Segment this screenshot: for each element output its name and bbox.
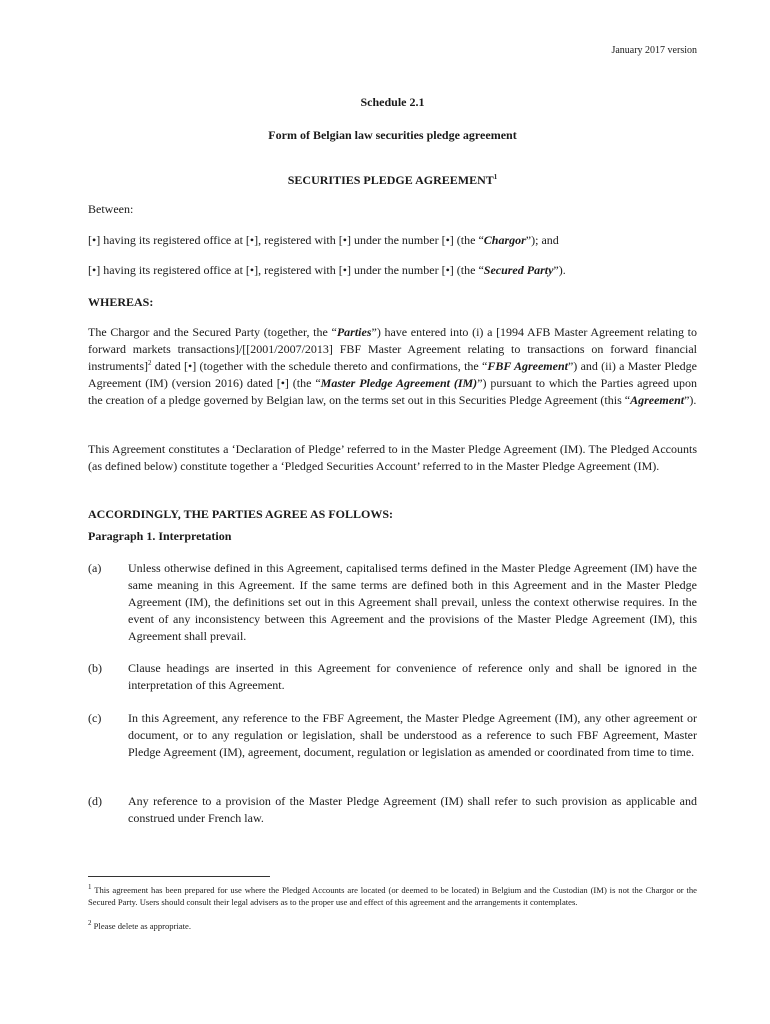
footnote-2 bbox=[88, 920, 697, 932]
recital-text-1: The Chargor and the Secured Party (together, the “ bbox=[88, 325, 337, 339]
party-2-term: Secured Party bbox=[483, 263, 554, 277]
agreement-title-text: SECURITIES PLEDGE AGREEMENT bbox=[287, 173, 494, 187]
clause-label: (d) bbox=[88, 794, 102, 808]
party-1-post: ”); and bbox=[525, 233, 559, 247]
recital-text-4: ”) and (ii) a Master Pledge Agreement (IM) (version 2016) dated [•] (the “ bbox=[88, 359, 697, 390]
clause-label: (a) bbox=[88, 561, 102, 575]
footnote-number: 2 bbox=[88, 919, 92, 928]
recital-term-mpa: Master Pledge Agreement (IM) bbox=[320, 376, 478, 390]
party-1 bbox=[88, 232, 697, 249]
footnote-divider bbox=[88, 876, 270, 877]
whereas-heading: WHEREAS: bbox=[88, 295, 154, 309]
clause-label: (c) bbox=[88, 711, 102, 725]
recital-text-3: dated [•] (together with the schedule thereto and confirmations, the “ bbox=[151, 359, 488, 373]
version-label: January 2017 version bbox=[611, 45, 697, 56]
party-2 bbox=[88, 262, 697, 279]
party-1-text: [•] having its registered office at [•], registered with [•] under the number [•] (the “ bbox=[88, 233, 484, 247]
party-1-term: Chargor bbox=[483, 233, 526, 247]
recital-paragraph bbox=[88, 324, 697, 409]
footnote-ref-1: 1 bbox=[493, 173, 498, 181]
declaration-paragraph: This Agreement constitutes a ‘Declaration of Pledge’ referred to in the Master Pledge Agreement (IM). The Pledged Accounts (as defined below) constitute together a ‘Pledged Securities Account’ referred to in the Master Pledge Agreement (IM). bbox=[88, 442, 697, 473]
clause-text: In this Agreement, any reference to the FBF Agreement, the Master Pledge Agreement (IM), any other agreement or document, or to any regulation or legislation, shall be understood as a reference to such FBF Agreement, Master Pledge Agreement (IM), agreement, document, regulation or legislation as amended or coordinated from time to time. bbox=[128, 711, 697, 759]
schedule-title: Schedule 2.1 bbox=[360, 95, 425, 109]
party-2-text: [•] having its registered office at [•], registered with [•] under the number [•] (the “ bbox=[88, 263, 484, 277]
footnote-text: This agreement has been prepared for use where the Pledged Accounts are located (or deemed to be located) in Belgium and the Custodian (IM) is not the Chargor or the Secured Party. Users should consult their legal advisers as to the proper use and effect of this agreement and the arrangements it contemplates. bbox=[88, 885, 697, 907]
recital-text-2: ”) have entered into (i) a [1994 AFB Master Agreement relating to forward markets transactions]/[[2001/2007/2013] FBF Master Agreement relating to transactions on forward financial instruments] bbox=[88, 325, 697, 373]
clause-text: Clause headings are inserted in this Agreement for convenience of reference only and shall be ignored in the interpretation of this Agreement. bbox=[128, 661, 697, 692]
agreement-title bbox=[88, 173, 697, 188]
footnote-ref-2: 2 bbox=[148, 359, 152, 367]
paragraph-1-heading: Paragraph 1. Interpretation bbox=[88, 529, 232, 543]
accordingly-heading: ACCORDINGLY, THE PARTIES AGREE AS FOLLOWS: bbox=[88, 507, 393, 521]
form-title: Form of Belgian law securities pledge agreement bbox=[268, 128, 517, 142]
clause-text: Any reference to a provision of the Master Pledge Agreement (IM) shall refer to such provision as applicable and construed under French law. bbox=[128, 794, 697, 825]
recital-text-5: ”) pursuant to which the Parties agreed upon the creation of a pledge governed by Belgian law, on the terms set out in this Securities Pledge Agreement (this “ bbox=[88, 376, 697, 407]
between-label: Between: bbox=[88, 202, 134, 216]
footnote-1 bbox=[88, 884, 697, 908]
clause-label: (b) bbox=[88, 661, 102, 675]
footnote-number: 1 bbox=[88, 883, 92, 892]
footnote-text: Please delete as appropriate. bbox=[91, 921, 191, 931]
clause-text: Unless otherwise defined in this Agreement, capitalised terms defined in the Master Pledge Agreement (IM) have the same meaning in this Agreement. If the same terms are defined both in this Agreement and in the Master Pledge Agreement (IM), the definitions set out in this Agreement shall prevail, unless the context otherwise requires. In the event of any inconsistency between this Agreement and the provisions of the Master Pledge Agreement (IM), this Agreement shall prevail. bbox=[128, 561, 697, 643]
recital-text-6: ”). bbox=[684, 393, 697, 407]
recital-term-parties: Parties bbox=[336, 325, 372, 339]
recital-term-agreement: Agreement bbox=[630, 393, 685, 407]
recital-term-fbf: FBF Agreement bbox=[487, 359, 568, 373]
party-2-post: ”). bbox=[553, 263, 566, 277]
